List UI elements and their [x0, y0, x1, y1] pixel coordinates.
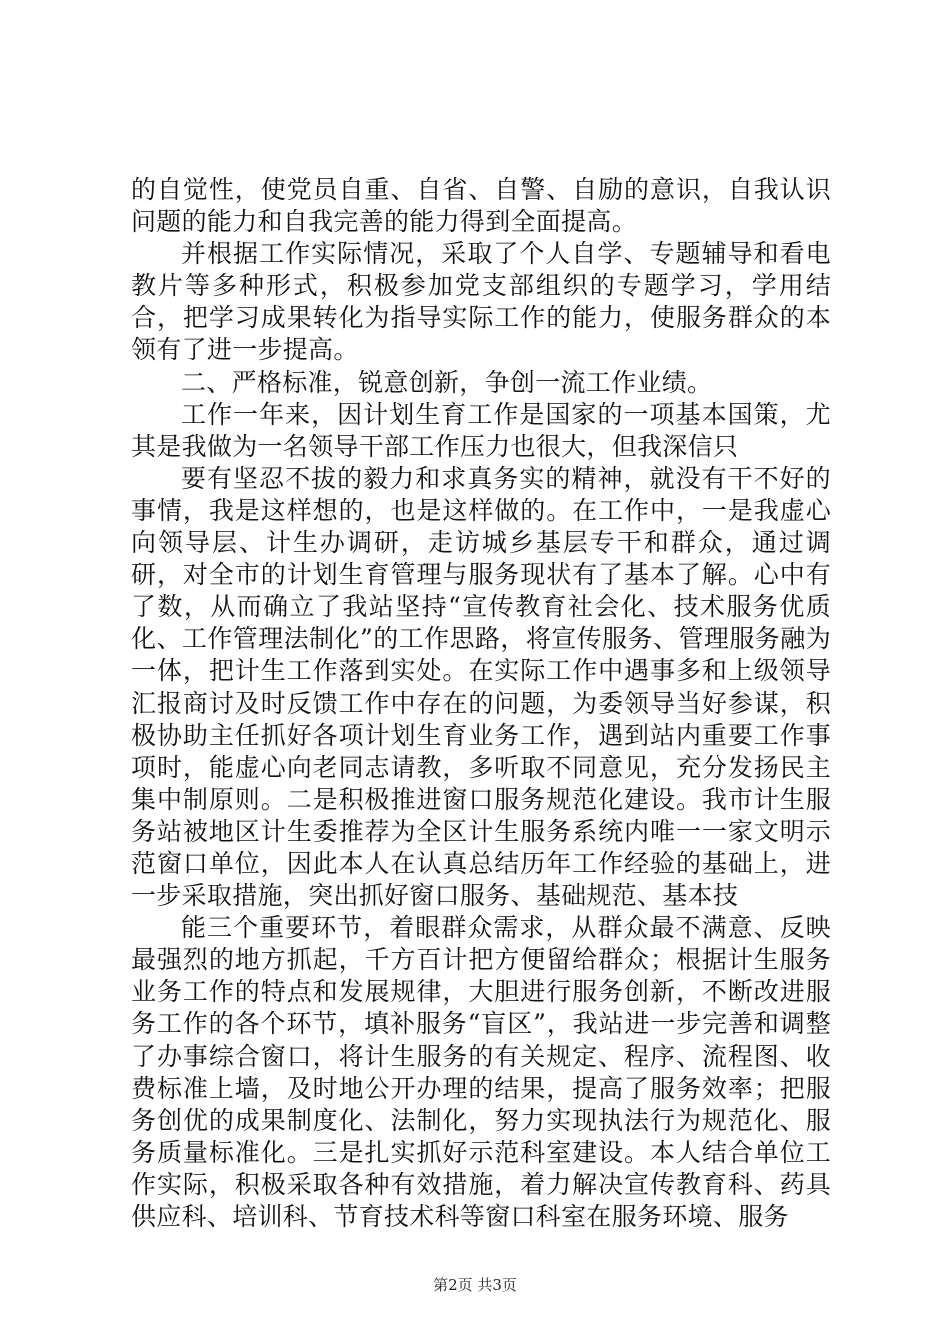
- section-heading-two: 二、严格标准，锐意创新，争创一流工作业绩。: [181, 367, 713, 397]
- page-number-footer: 第2页 共3页: [433, 1276, 517, 1294]
- paragraph-study-forms: 并根据工作实际情况，采取了个人自学、专题辅导和看电教片等多种形式，积极参加党支部组织的专题学习，学用结合，把学习成果转化为指导实际工作的能力，使服务群众的本领有了进一步提高。: [131, 239, 831, 365]
- paragraph-perseverance: 要有坚忍不拔的毅力和求真务实的精神，就没有干不好的事情，我是这样想的，也是这样做的。在工作中，一是我虚心向领导层、计生办调研，走访城乡基层专干和群众，通过调研，对全市的计划生育管理与服务现状有了基本了解。心中有了数，从而确立了我站坚持“宣传教育社会化、技术服务优质化、工作管理法制化”的工作思路，将宣传服务、管理服务融为一体，把计生工作落到实处。在实际工作中遇事多和上级领导汇报商讨及时反馈工作中存在的问题，为委领导当好参谋，积极协助主任抓好各项计划生育业务工作，遇到站内重要工作事项时，能虚心向老同志请教，多听取不同意见，充分发扬民主集中制原则。二是积极推进窗口服务规范化建设。我市计生服务站被地区计生委推荐为全区计生服务系统内唯一一家文明示范窗口单位，因此本人在认真总结历年工作经验的基础上，进一步采取措施，突出抓好窗口服务、基础规范、基本技: [131, 463, 831, 911]
- paragraph-continuation: 的自觉性，使党员自重、自省、自警、自励的意识，自我认识问题的能力和自我完善的能力得到全面提高。: [131, 175, 831, 237]
- paragraph-key-links: 能三个重要环节，着眼群众需求，从群众最不满意、反映最强烈的地方抓起，千方百计把方便留给群众；根据计生服务业务工作的特点和发展规律，大胆进行服务创新，不断改进服务工作的各个环节，填补服务“盲区”，我站进一步完善和调整了办事综合窗口，将计生服务的有关规定、程序、流程图、收费标准上墙，及时地公开办理的结果，提高了服务效率；把服务创优的成果制度化、法制化，努力实现执法行为规范化、服务质量标准化。三是扎实抓好示范科室建设。本人结合单位工作实际，积极采取各种有效措施，着力解决宣传教育科、药具供应科、培训科、节育技术科等窗口科室在服务环境、服务: [131, 913, 831, 1231]
- document-body: [131, 174, 831, 1233]
- paragraph-work-year: 工作一年来，因计划生育工作是国家的一项基本国策，尤其是我做为一名领导干部工作压力也很大，但我深信只: [131, 399, 831, 461]
